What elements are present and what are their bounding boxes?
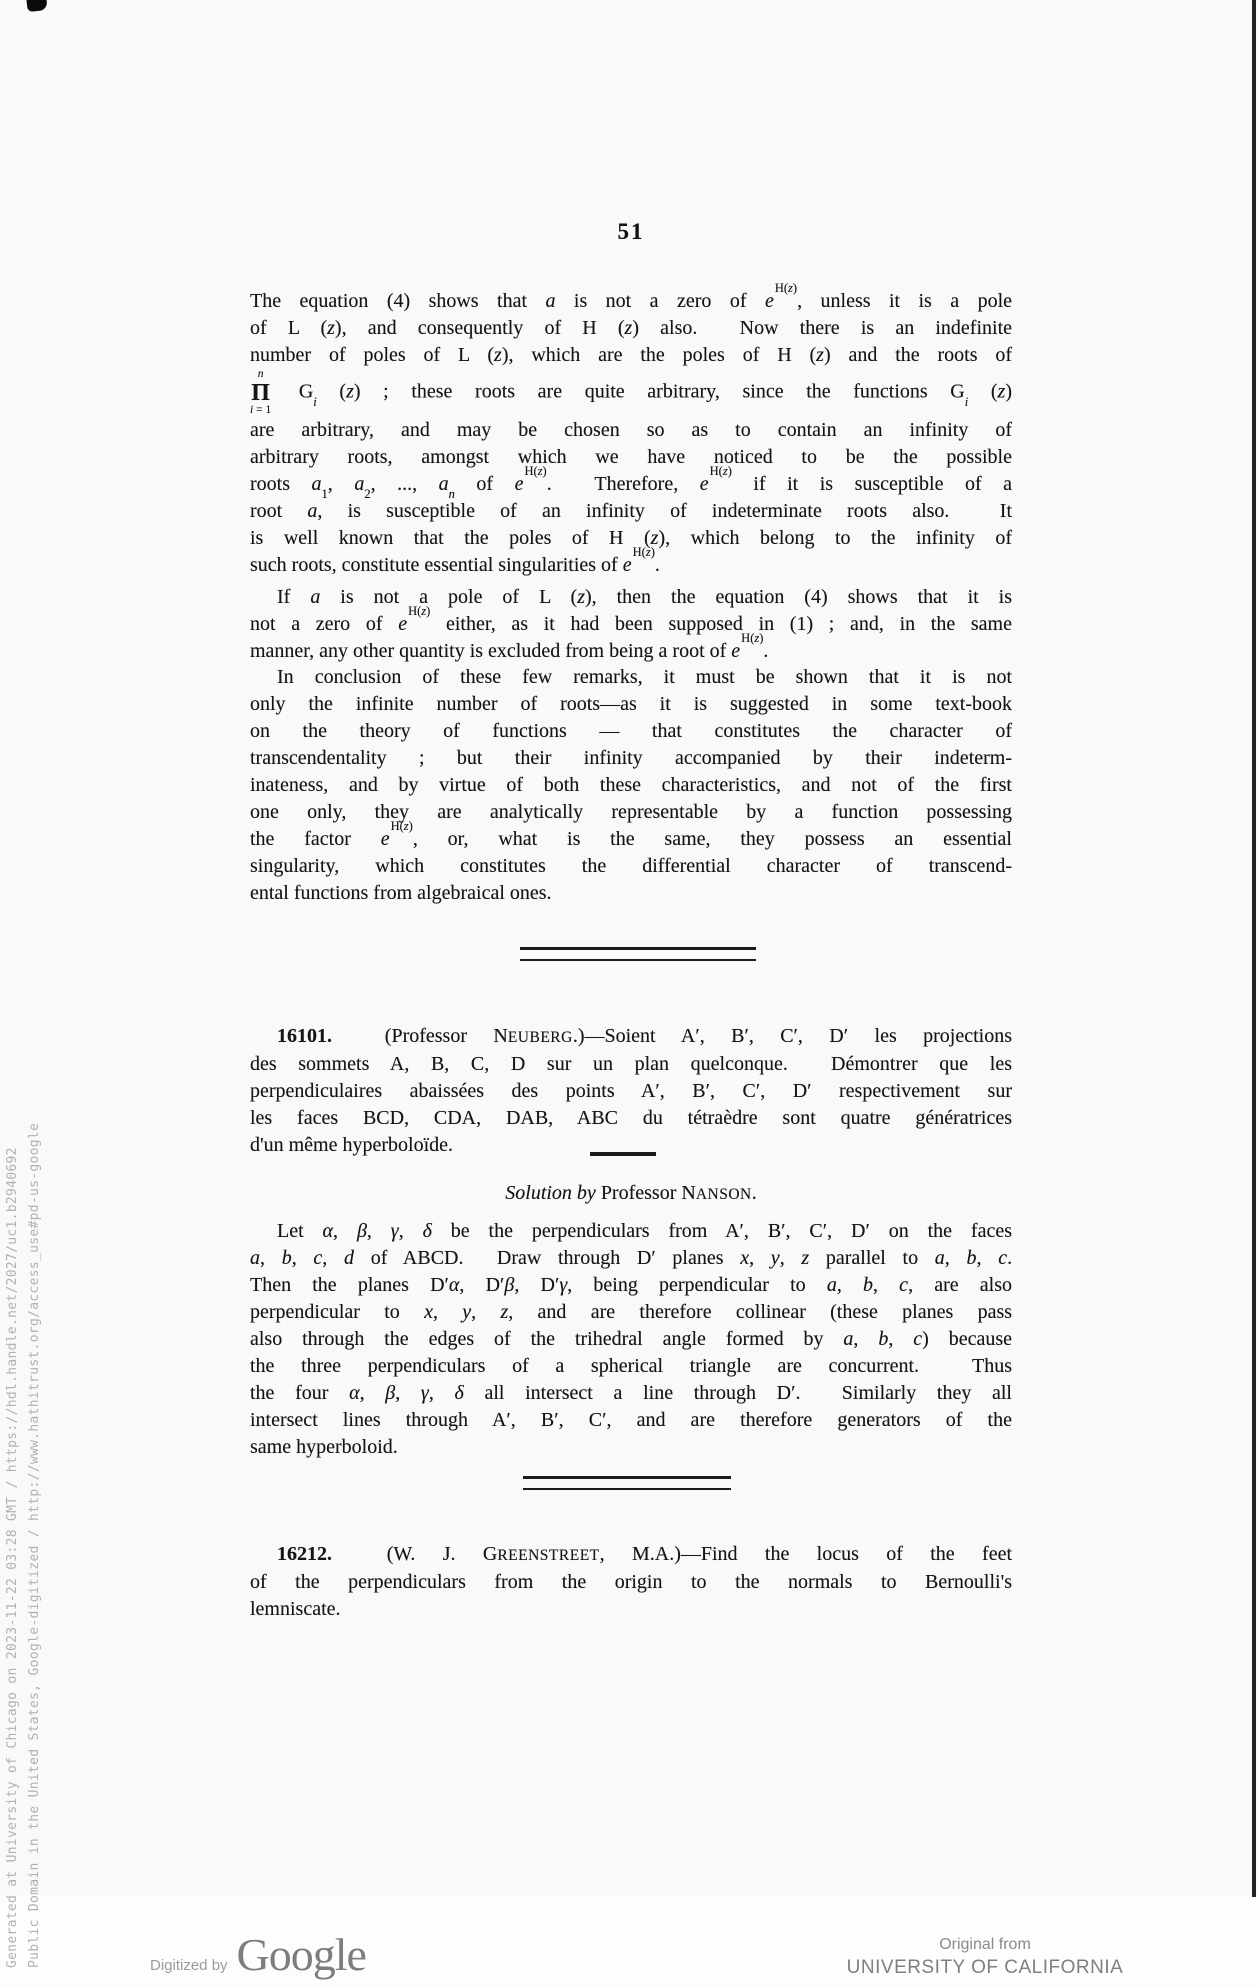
original-from-block bbox=[825, 1936, 1145, 1979]
text-line: the four α, β, γ, δ all intersect a line through D′. Similarly they all bbox=[250, 1382, 1012, 1404]
text-line: one only, they are analytically representable by a function possessing bbox=[250, 801, 1012, 823]
solution-paragraph bbox=[250, 1218, 1012, 1461]
problem-16212 bbox=[250, 1541, 1012, 1623]
text-line: 16101. (Professor NEUBERG.)—Soient A′, B′, C′, D′ les projections bbox=[277, 1025, 1012, 1047]
text-line: manner, any other quantity is excluded from being a root of $e^{H(z)}$. bbox=[250, 631, 769, 662]
original-from-label: Original from bbox=[939, 1936, 1031, 1953]
text-line: also through the edges of the trihedral angle formed by a, b, c) because bbox=[250, 1328, 1013, 1350]
paragraph-equation-discussion bbox=[250, 281, 1013, 579]
text-line: a, b, c, d of ABCD. Draw through D′ planes x, y, z parallel to a, b, c. bbox=[250, 1247, 1013, 1269]
text-line: Then the planes D′α, D′β, D′γ, being perpendicular to a, b, c, are also bbox=[250, 1274, 1013, 1296]
text-line: the factor $e^{H(z)}$, or, what is the same, they possess an essential bbox=[250, 819, 1012, 850]
text-line: intersect lines through A′, B′, C′, and are therefore generators of the bbox=[250, 1409, 1012, 1431]
text-line: roots $a_1$, $a_2$, ..., $a_n$ of $e^{H(z)}$. Therefore, $e^{H(z)}$ if it is susceptible of a bbox=[250, 464, 1013, 501]
text-line: des sommets A, B, C, D sur un plan quelconque. Démontrer que les bbox=[250, 1053, 1012, 1075]
hathitrust-watermark-line1: Generated at University of Chicago on 2023-11-22 03:28 GMT / https://hdl.handle.net/2027/uc1.b2940692 bbox=[5, 1147, 20, 1968]
text-line: n Π i = 1 $G_i$ (z) ; these roots are quite arbitrary, since the functions $G_i$ (z) bbox=[250, 368, 1013, 417]
scan-edge-line bbox=[1252, 0, 1256, 1897]
text-line: The equation (4) shows that a is not a zero of $e^{H(z)}$, unless it is a pole bbox=[250, 281, 1013, 312]
text-line: Let α, β, γ, δ be the perpendiculars from A′, B′, C′, D′ on the faces bbox=[277, 1220, 1013, 1242]
page-number: 51 bbox=[617, 219, 645, 244]
paragraph-conclusion bbox=[250, 664, 1012, 907]
text-line: arbitrary roots, amongst which we have noticed to be the possible bbox=[250, 445, 1012, 468]
text-line: inateness, and by virtue of both these characteristics, and not of the first bbox=[250, 774, 1012, 796]
text-line: number of poles of L (z), which are the poles of H (z) and the roots of bbox=[250, 344, 1012, 366]
institution-label: UNIVERSITY OF CALIFORNIA bbox=[846, 1957, 1124, 1978]
text-line: on the theory of functions — that constitutes the character of bbox=[250, 720, 1012, 742]
text-line: same hyperboloid. bbox=[250, 1436, 398, 1458]
text-line: not a zero of $e^{H(z)}$ either, as it had been supposed in (1) ; and, in the same bbox=[250, 604, 1012, 635]
hathitrust-watermark-line2: Public Domain in the United States, Google-digitized / http://www.hathitrust.org/access_use#pd-us-google bbox=[27, 1122, 42, 1968]
text-line: 16212. (W. J. GREENSTREET, M.A.)—Find the locus of the feet bbox=[277, 1543, 1013, 1565]
text-line: are arbitrary, and may be chosen so as to contain an infinity of bbox=[250, 418, 1012, 441]
text-line: lemniscate. bbox=[250, 1598, 341, 1620]
text-line: only the infinite number of roots—as it is suggested in some text-book bbox=[250, 693, 1012, 715]
problem-16101 bbox=[250, 1023, 1012, 1159]
text-line: perpendicular to x, y, z, and are therefore collinear (these planes pass bbox=[250, 1301, 1013, 1323]
text-line: the three perpendiculars of a spherical triangle are concurrent. Thus bbox=[250, 1355, 1012, 1377]
text-line: transcendentality ; but their infinity accompanied by their indeterm- bbox=[250, 747, 1012, 769]
digitized-by-row bbox=[150, 1928, 366, 1981]
solution-heading: Solution by Professor NANSON. bbox=[505, 1182, 757, 1204]
text-line: ental functions from algebraical ones. bbox=[250, 882, 552, 904]
text-line: If a is not a pole of L (z), then the equation (4) shows that it is bbox=[277, 586, 1012, 608]
paragraph-if-a-not-pole bbox=[250, 584, 1012, 665]
text-line: is well known that the poles of H (z), which belong to the infinity of bbox=[250, 526, 1013, 549]
google-logo: Google bbox=[236, 1929, 366, 1980]
digitized-by-label: Digitized by bbox=[150, 1957, 228, 1974]
text-line: such roots, constitute essential singularities of $e^{H(z)}$. bbox=[250, 545, 660, 576]
text-line: les faces BCD, CDA, DAB, ABC du tétraèdre sont quatre génératrices bbox=[250, 1107, 1012, 1129]
short-rule bbox=[590, 1152, 656, 1156]
text-line: root a, is susceptible of an infinity of indeterminate roots also. It bbox=[250, 499, 1013, 522]
text-line: In conclusion of these few remarks, it must be shown that it is not bbox=[277, 666, 1012, 688]
section-divider-double-rule bbox=[523, 1476, 731, 1490]
text-line: of the perpendiculars from the origin to the normals to Bernoulli's bbox=[250, 1571, 1012, 1593]
text-line: d'un même hyperboloïde. bbox=[250, 1134, 453, 1156]
text-line: singularity, which constitutes the differential character of transcend- bbox=[250, 855, 1012, 877]
text-line: of L (z), and consequently of H (z) also. Now there is an indefinite bbox=[250, 317, 1012, 339]
text-line: perpendiculaires abaissées des points A′, B′, C′, D′ respectivement sur bbox=[250, 1080, 1012, 1102]
section-divider-double-rule bbox=[520, 947, 756, 961]
